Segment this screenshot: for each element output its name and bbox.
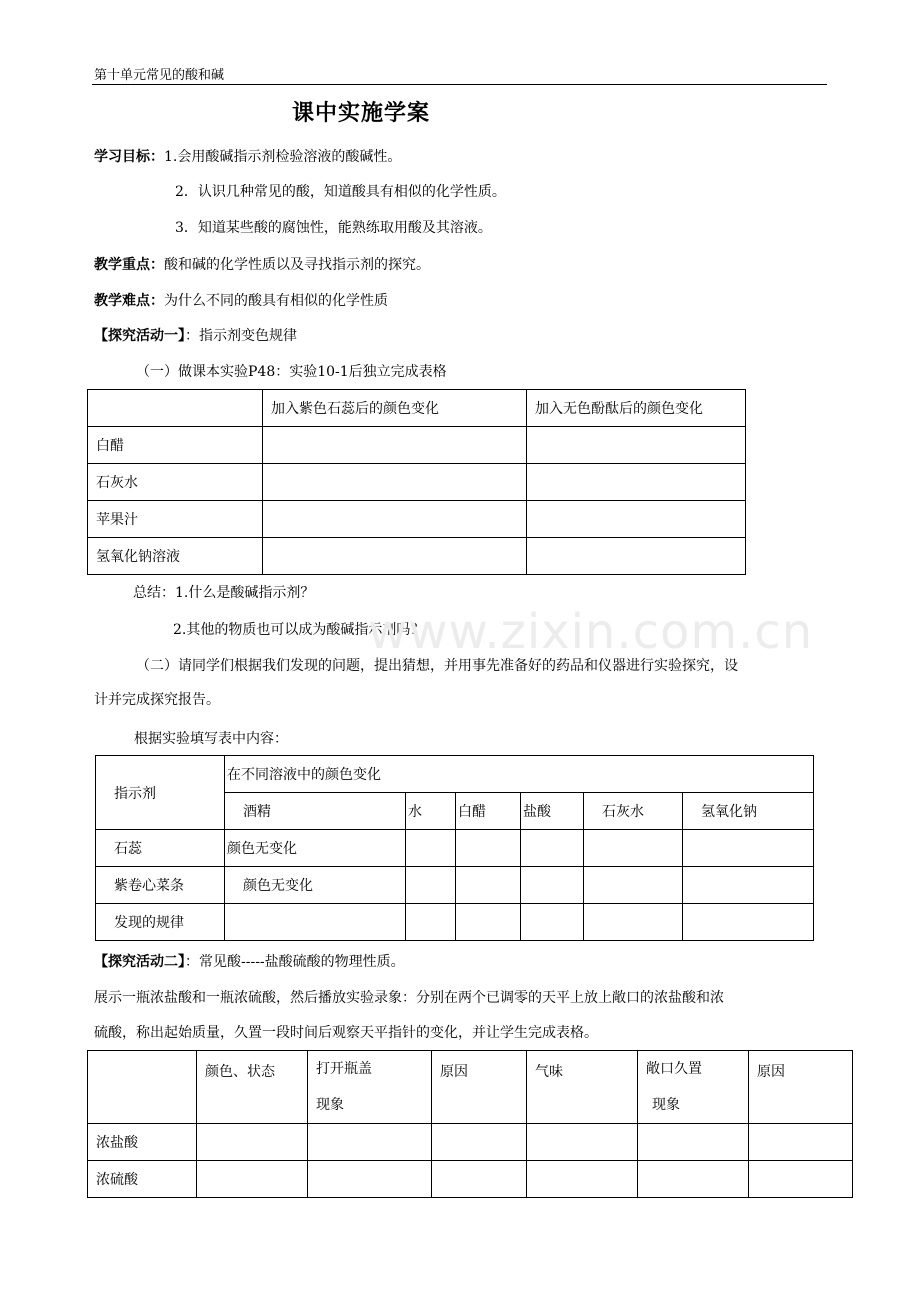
answer-cell[interactable] bbox=[308, 1124, 432, 1161]
indicator-color-table bbox=[95, 755, 814, 941]
fill-prompt: 根据实验填写表中内容： bbox=[134, 731, 288, 747]
table-header-cell: 颜色、状态 bbox=[197, 1051, 308, 1124]
header-line: 打开瓶盖 bbox=[316, 1061, 372, 1077]
row-label: 氢氧化钠溶液 bbox=[88, 538, 263, 575]
objective-2: 2．认识几种常见的酸，知道酸具有相似的化学性质。 bbox=[175, 184, 506, 200]
group-header: 在不同溶液中的颜色变化 bbox=[225, 756, 814, 793]
table-header-cell: 原因 bbox=[432, 1051, 527, 1124]
table-header-cell: 加入无色酚酞后的颜色变化 bbox=[527, 390, 746, 427]
activity2-desc-line-1: 展示一瓶浓盐酸和一瓶浓硫酸，然后播放实验录象：分别在两个已调零的天平上放上敞口的浓盐酸和浓 bbox=[94, 990, 724, 1006]
answer-cell[interactable] bbox=[263, 538, 527, 575]
answer-cell[interactable] bbox=[584, 904, 683, 941]
answer-cell[interactable] bbox=[749, 1124, 853, 1161]
part2-line-2: 计并完成探究报告。 bbox=[94, 692, 220, 708]
answer-cell[interactable] bbox=[432, 1161, 527, 1198]
row-label: 苹果汁 bbox=[88, 501, 263, 538]
activity1-heading bbox=[94, 325, 297, 345]
summary-question-2: 2.其他的物质也可以成为酸碱指示剂吗？ bbox=[173, 622, 425, 638]
table-header-cell: 加入紫色石蕊后的颜色变化 bbox=[263, 390, 527, 427]
key-point-line bbox=[94, 254, 430, 274]
answer-cell[interactable] bbox=[263, 501, 527, 538]
difficulty-text: 为什么不同的酸具有相似的化学性质 bbox=[164, 293, 388, 309]
summary-question-1: 总结：1.什么是酸碱指示剂？ bbox=[133, 585, 315, 601]
difficulty-line bbox=[94, 290, 388, 310]
activity2-label: 【探究活动二】 bbox=[94, 954, 185, 970]
part2-line-1: （二）请同学们根据我们发现的问题，提出猜想，并用事先准备好的药品和仪器进行实验探究，设 bbox=[136, 658, 738, 674]
row-label: 浓硫酸 bbox=[88, 1161, 197, 1198]
answer-cell[interactable] bbox=[683, 867, 814, 904]
answer-cell[interactable] bbox=[456, 904, 521, 941]
answer-cell[interactable] bbox=[406, 830, 456, 867]
solution-header: 白醋 bbox=[456, 793, 521, 830]
table-row bbox=[88, 464, 746, 501]
answer-cell[interactable] bbox=[197, 1161, 308, 1198]
row-label: 白醋 bbox=[88, 427, 263, 464]
table-header-cell bbox=[88, 1051, 197, 1124]
table-header-cell: 原因 bbox=[749, 1051, 853, 1124]
table-row bbox=[88, 538, 746, 575]
answer-cell[interactable] bbox=[527, 1124, 638, 1161]
objective-1: 1.会用酸碱指示剂检验溶液的酸碱性。 bbox=[164, 149, 402, 165]
answer-cell[interactable] bbox=[527, 427, 746, 464]
activity1-part1: （一）做课本实验P48：实验10-1后独立完成表格 bbox=[136, 364, 447, 380]
activity2-title: ：常见酸-----盐酸硫酸的物理性质。 bbox=[185, 954, 405, 970]
answer-cell[interactable] bbox=[584, 867, 683, 904]
answer-cell[interactable] bbox=[584, 830, 683, 867]
answer-cell[interactable] bbox=[197, 1124, 308, 1161]
answer-cell[interactable] bbox=[749, 1161, 853, 1198]
difficulty-label: 教学难点： bbox=[94, 293, 164, 309]
objectives-line-1 bbox=[94, 146, 401, 166]
activity1-title: ：指示剂变色规律 bbox=[185, 328, 297, 344]
answer-cell[interactable] bbox=[683, 830, 814, 867]
table-row bbox=[96, 830, 814, 867]
key-point-label: 教学重点： bbox=[94, 257, 164, 273]
result-cell: 颜色无变化 bbox=[225, 867, 406, 904]
answer-cell[interactable] bbox=[521, 904, 584, 941]
row-label: 石蕊 bbox=[96, 830, 225, 867]
result-cell: 颜色无变化 bbox=[225, 830, 406, 867]
answer-cell[interactable] bbox=[527, 1161, 638, 1198]
answer-cell[interactable] bbox=[225, 904, 406, 941]
indicator-table bbox=[87, 389, 746, 575]
row-label: 紫卷心菜条 bbox=[96, 867, 225, 904]
header-line: 现象 bbox=[652, 1097, 680, 1113]
table-header-cell: 气味 bbox=[527, 1051, 638, 1124]
objectives-label: 学习目标： bbox=[94, 149, 164, 165]
solution-header: 盐酸 bbox=[521, 793, 584, 830]
activity2-desc-line-2: 硫酸，称出起始质量，久置一段时间后观察天平指针的变化，并让学生完成表格。 bbox=[94, 1025, 598, 1041]
header-line: 敞口久置 bbox=[646, 1061, 702, 1077]
watermark: www.zixin.com.cn bbox=[368, 604, 814, 660]
table-row bbox=[88, 1161, 853, 1198]
answer-cell[interactable] bbox=[456, 830, 521, 867]
page-header: 第十单元常见的酸和碱 bbox=[94, 68, 225, 83]
table-header-cell bbox=[308, 1051, 432, 1124]
answer-cell[interactable] bbox=[263, 427, 527, 464]
row-label: 浓盐酸 bbox=[88, 1124, 197, 1161]
answer-cell[interactable] bbox=[521, 867, 584, 904]
acid-properties-table bbox=[87, 1050, 853, 1198]
activity2-heading bbox=[94, 951, 405, 971]
answer-cell[interactable] bbox=[527, 538, 746, 575]
answer-cell[interactable] bbox=[638, 1161, 749, 1198]
answer-cell[interactable] bbox=[406, 904, 456, 941]
table-header-cell bbox=[88, 390, 263, 427]
table-row bbox=[88, 1124, 853, 1161]
key-point-text: 酸和碱的化学性质以及寻找指示剂的探究。 bbox=[164, 257, 430, 273]
table-row bbox=[96, 867, 814, 904]
indicator-header: 指示剂 bbox=[96, 756, 225, 830]
row-label: 石灰水 bbox=[88, 464, 263, 501]
header-line: 现象 bbox=[316, 1097, 344, 1113]
table-row bbox=[88, 501, 746, 538]
table-row bbox=[88, 427, 746, 464]
answer-cell[interactable] bbox=[638, 1124, 749, 1161]
solution-header: 石灰水 bbox=[584, 793, 683, 830]
answer-cell[interactable] bbox=[527, 464, 746, 501]
solution-header: 氢氧化钠 bbox=[683, 793, 814, 830]
table-row bbox=[96, 904, 814, 941]
answer-cell[interactable] bbox=[432, 1124, 527, 1161]
solution-header: 酒精 bbox=[225, 793, 406, 830]
answer-cell[interactable] bbox=[456, 867, 521, 904]
solution-header: 水 bbox=[406, 793, 456, 830]
answer-cell[interactable] bbox=[683, 904, 814, 941]
answer-cell[interactable] bbox=[406, 867, 456, 904]
table-header-cell bbox=[638, 1051, 749, 1124]
answer-cell[interactable] bbox=[521, 830, 584, 867]
answer-cell[interactable] bbox=[527, 501, 746, 538]
row-label: 发现的规律 bbox=[96, 904, 225, 941]
answer-cell[interactable] bbox=[308, 1161, 432, 1198]
page-title: 课中实施学案 bbox=[292, 100, 431, 126]
header-divider bbox=[92, 84, 827, 85]
objective-3: 3．知道某些酸的腐蚀性，能熟练取用酸及其溶液。 bbox=[175, 220, 492, 236]
activity1-label: 【探究活动一】 bbox=[94, 328, 185, 344]
answer-cell[interactable] bbox=[263, 464, 527, 501]
